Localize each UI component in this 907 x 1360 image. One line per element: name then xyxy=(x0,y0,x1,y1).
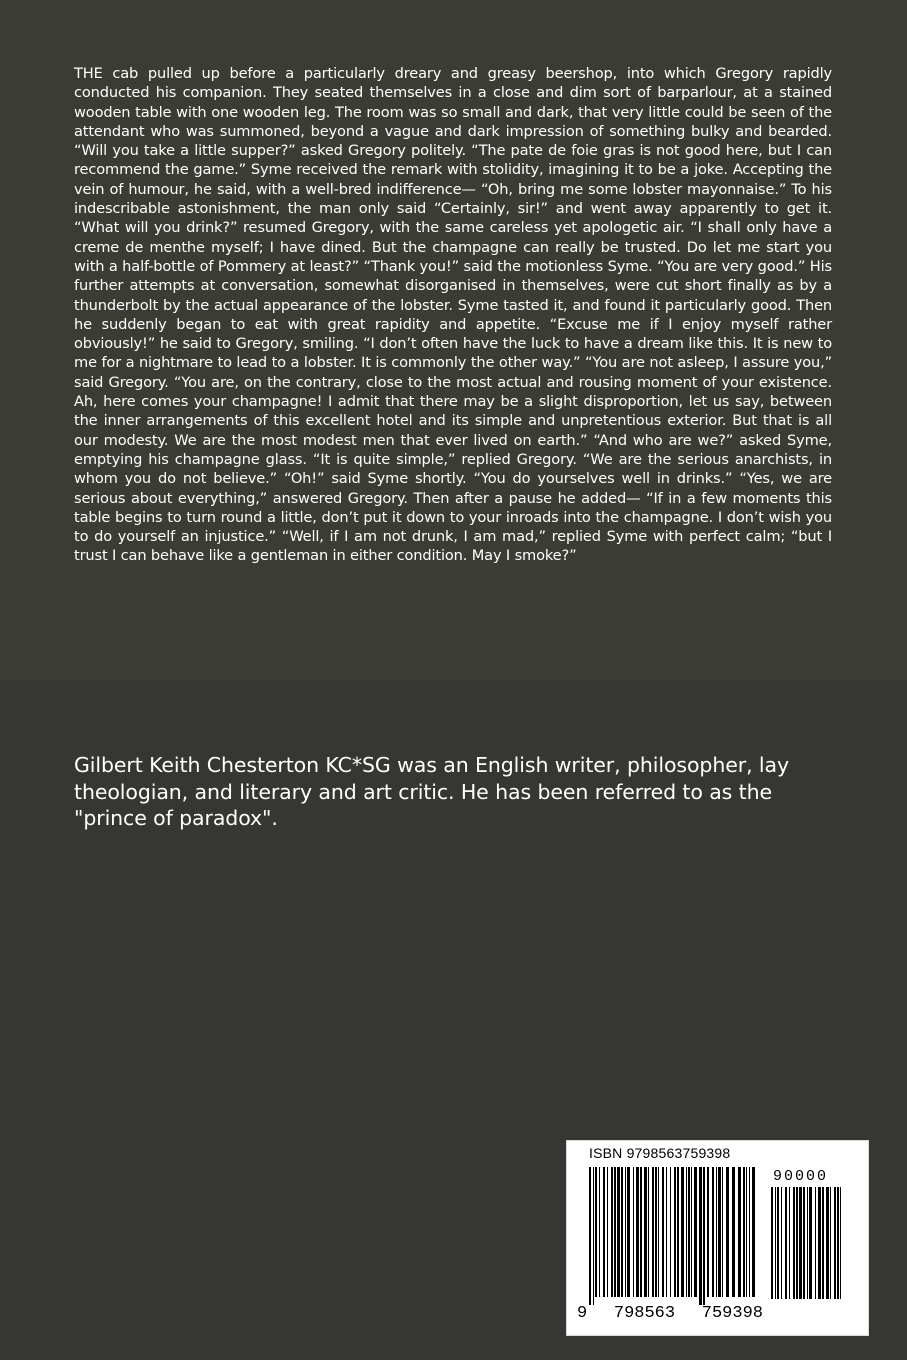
barcode-bar xyxy=(796,1187,798,1299)
barcode-bar xyxy=(589,1167,591,1305)
barcode-bar xyxy=(746,1167,747,1297)
barcode-bar xyxy=(666,1167,667,1297)
barcode-bar xyxy=(670,1167,671,1297)
barcode-bar xyxy=(621,1167,623,1297)
barcode-bar xyxy=(625,1167,626,1297)
barcode-bar xyxy=(607,1167,608,1297)
barcode-bar xyxy=(593,1167,594,1305)
barcode-bar xyxy=(807,1187,808,1299)
barcode-bar xyxy=(752,1167,755,1297)
barcode-bar xyxy=(781,1187,782,1299)
barcode-bar xyxy=(785,1187,787,1299)
barcode-bar xyxy=(771,1187,773,1299)
barcode-bar xyxy=(614,1167,616,1297)
barcode-bar xyxy=(732,1167,735,1297)
barcode-bar xyxy=(648,1167,649,1297)
barcode-bar xyxy=(603,1167,605,1297)
barcode-bar xyxy=(716,1167,717,1297)
barcode-bar xyxy=(652,1167,654,1297)
barcode-digits-left: 798563 xyxy=(613,1304,676,1323)
isbn-label: ISBN 9798563759398 xyxy=(589,1145,731,1161)
barcode-bar xyxy=(677,1167,679,1297)
barcode-bar xyxy=(595,1167,597,1297)
barcode-bar xyxy=(789,1187,790,1299)
barcode-bar xyxy=(644,1167,647,1297)
barcode-bar xyxy=(718,1167,721,1297)
barcode-bar xyxy=(803,1187,805,1299)
barcode-bar xyxy=(703,1167,705,1305)
barcode-bar xyxy=(799,1187,802,1299)
barcode-bar xyxy=(712,1167,714,1297)
barcode-bar xyxy=(722,1167,723,1297)
price-code: 90000 xyxy=(773,1168,829,1185)
barcode-bar xyxy=(640,1167,642,1297)
barcode-bar xyxy=(707,1167,709,1297)
barcode-bar xyxy=(822,1187,824,1299)
barcode-digits-right: 759398 xyxy=(701,1304,763,1323)
barcode-digit-first: 9 xyxy=(577,1304,588,1323)
barcode-bar xyxy=(662,1167,664,1297)
barcode-bar xyxy=(681,1167,684,1297)
barcode-bar xyxy=(726,1167,729,1297)
barcode-bar xyxy=(837,1187,839,1299)
barcode-bar xyxy=(738,1167,741,1297)
barcode-bar xyxy=(749,1167,750,1297)
barcode-bar xyxy=(633,1167,634,1297)
excerpt-text: THE cab pulled up before a particularly dreary and greasy beershop, into which Gregory rapidly conducted his companion. They seated themselves in a close and dim sort of barparlour, at a stained wooden table with one wooden leg. The room was so small and dark, that very little could be seen of the attendant who was summoned, beyond a vague and dark impression of something bulky and bearded. “Will you take a little supper?” asked Gregory politely. “The pate de foie gras is not good here, but I can recommend the game.” Syme received the remark with stolidity, imagining it to be a joke. Accepting the vein of humour, he said, with a well-bred indifference— “Oh, bring me some lobster mayonnaise.” To his indescribable astonishment, the man only said “Certainly, sir!” and went away apparently to get it. “What will you drink?” resumed Gregory, with the same careless yet apologetic air. “I shall only have a creme de menthe myself; I have dined. But the champagne can really be trusted. Do let me start you with a half-bottle of Pommery at least?” “Thank you!” said the motionless Syme. “You are very good.” His further attempts at conversation, somewhat disorganised in themselves, were cut short finally as by a thunderbolt by the actual appearance of the lobster. Syme tasted it, and found it particularly good. Then he suddenly began to eat with great rapidity and appetite. “Excuse me if I enjoy myself rather obviously!” he said to Gregory, smiling. “I don’t often have the luck to have a dream like this. It is new to me for a nightmare to lead to a lobster. It is commonly the other way.” “You are not asleep, I assure you,” said Gregory. “You are, on the contrary, close to the most actual and rousing moment of your existence. Ah, here comes your champagne! I admit that there may be a slight disproportion, let us say, between the inner arrangements of this excellent hotel and its simple and unpretentious exterior. But that is all our modesty. We are the most modest men that ever lived on earth.” “And who are we?” asked Syme, emptying his champagne glass. “It is quite simple,” replied Gregory. “We are the serious anarchists, in whom you do not believe.” “Oh!” said Syme shortly. “You do yourselves well in drinks.” “Yes, we are serious about everything,” answered Gregory. Then after a pause he added— “If in a few moments this table begins to turn round a little, don’t put it down to your inroads into the champagne. I don’t wish you to do yourself an injustice.” “Well, if I am not drunk, I am mad,” replied Syme with perfect calm; “but I trust I can behave like a gentleman in either condition. May I smoke?” xyxy=(74,65,832,565)
barcode-bar xyxy=(688,1167,690,1297)
barcode-bar xyxy=(627,1167,630,1297)
barcode-bar xyxy=(686,1167,687,1297)
barcode-bar xyxy=(826,1187,829,1299)
barcode-bar xyxy=(840,1187,841,1299)
barcode-bar xyxy=(694,1167,697,1297)
barcode-bar xyxy=(699,1167,702,1305)
barcode-bar xyxy=(617,1167,620,1297)
barcode-bar xyxy=(599,1167,600,1297)
barcode-bar xyxy=(636,1167,639,1297)
barcode-bar xyxy=(655,1167,657,1297)
barcode-digits xyxy=(577,1304,763,1323)
barcode-bar xyxy=(834,1187,836,1299)
barcode-bar xyxy=(809,1187,812,1299)
author-bio: Gilbert Keith Chesterton KC*SG was an English writer, philosopher, lay theologian, and literary and art critic. He has been referred to as the "prince of paradox". xyxy=(74,753,789,830)
barcode-bar xyxy=(611,1167,613,1297)
barcode-bar xyxy=(674,1167,676,1297)
barcode-bar xyxy=(775,1187,776,1299)
barcode-bar xyxy=(691,1167,692,1297)
barcode-bar xyxy=(830,1187,831,1299)
barcode-bar xyxy=(777,1187,779,1299)
isbn-barcode-box xyxy=(566,1140,869,1336)
barcode-bar xyxy=(658,1167,659,1297)
barcode-bar xyxy=(793,1187,795,1299)
barcode-bar xyxy=(743,1167,745,1297)
barcode-bar xyxy=(815,1187,816,1299)
barcode-bar xyxy=(818,1187,821,1299)
